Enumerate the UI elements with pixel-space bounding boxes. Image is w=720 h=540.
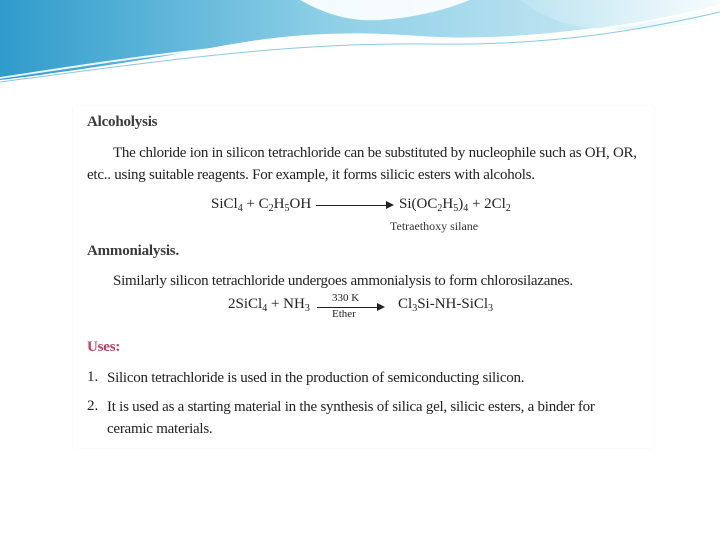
ammonialysis-products: $Cl_3Si-NH-SiCl_3$	[398, 296, 494, 314]
ammonialysis-paragraph: Similarly silicon tetrachloride undergoes ammonialysis to form chlorosilazanes.	[113, 273, 573, 289]
list-item-number: 1.	[87, 369, 99, 385]
document-page	[73, 106, 654, 448]
reaction-condition-solvent: Ether	[332, 308, 356, 320]
section-title-ammonialysis: Ammonialysis.	[87, 243, 179, 259]
alcoholysis-products: $Si(OC_2H_5)_4 + 2Cl_2$	[399, 196, 511, 214]
list-item-text: Silicon tetrachloride is used in the production of semiconducting silicon.	[107, 370, 525, 386]
list-item-number: 2.	[87, 398, 99, 414]
decorative-banner	[0, 0, 720, 90]
product-name-caption: Tetraethoxy silane	[390, 219, 479, 233]
list-item-text: It is used as a starting material in the synthesis of silica gel, silicic esters, a binder for ceramic materials.	[107, 399, 595, 437]
alcoholysis-reactants: SiCl$_4$ + $C_2H_5OH$	[211, 196, 312, 214]
reaction-arrow	[316, 205, 392, 206]
section-title-uses: Uses:	[87, 339, 121, 355]
ammonialysis-reactants: 2SiCl$_4$ + $NH_3$	[228, 296, 310, 314]
alcoholysis-paragraph: The chloride ion in silicon tetrachloride can be substituted by nucleophile such as OH, OR, etc.. using suitable reagents. For example, it forms silicic esters with alcohols.	[87, 145, 637, 183]
reaction-condition-temperature: 330 K	[332, 292, 360, 304]
section-title-alcoholysis: Alcoholysis	[87, 114, 158, 130]
